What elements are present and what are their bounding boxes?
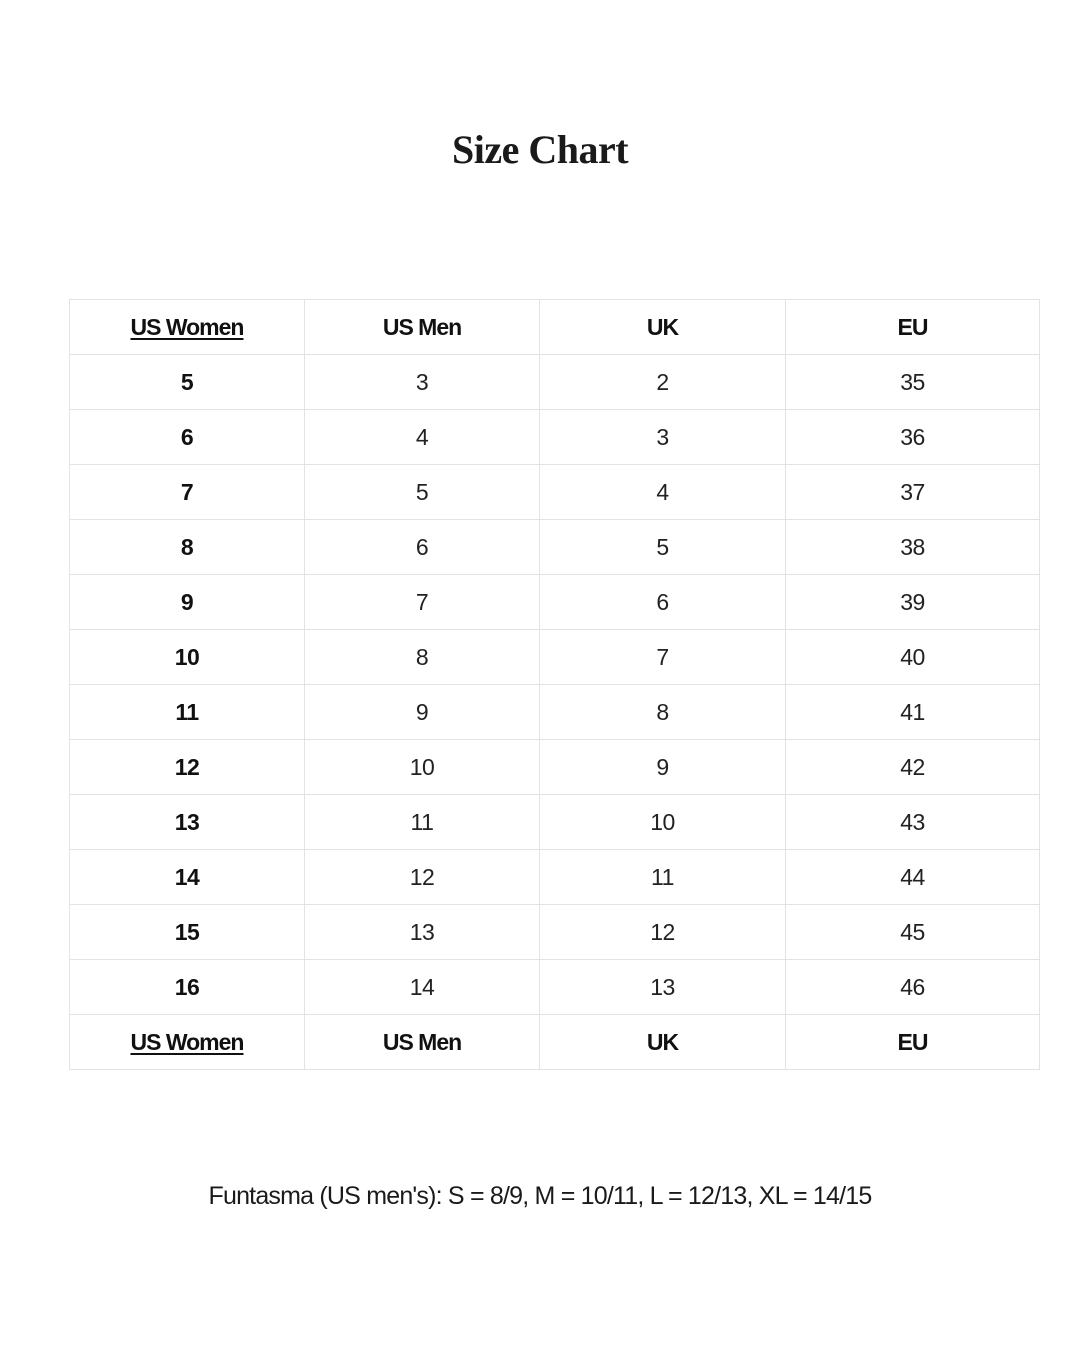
- cell-us-men: 11: [305, 795, 540, 850]
- size-chart-table: [69, 299, 1040, 1070]
- cell-eu: 40: [786, 630, 1040, 685]
- table-row: [70, 465, 1040, 520]
- cell-eu: 37: [786, 465, 1040, 520]
- cell-eu: 42: [786, 740, 1040, 795]
- cell-eu: 45: [786, 905, 1040, 960]
- cell-uk: 13: [540, 960, 786, 1015]
- footer-header-uk: UK: [540, 1015, 786, 1070]
- cell-us-men: 6: [305, 520, 540, 575]
- table-row: [70, 685, 1040, 740]
- cell-uk: 9: [540, 740, 786, 795]
- column-header-us-men: US Men: [305, 300, 540, 355]
- cell-us-women: 6: [70, 410, 305, 465]
- cell-uk: 8: [540, 685, 786, 740]
- cell-us-men: 12: [305, 850, 540, 905]
- footer-header-us-women: US Women: [70, 1015, 305, 1070]
- cell-us-women: 9: [70, 575, 305, 630]
- cell-uk: 6: [540, 575, 786, 630]
- table-row: [70, 850, 1040, 905]
- table-row: [70, 740, 1040, 795]
- cell-us-men: 8: [305, 630, 540, 685]
- table-row: [70, 630, 1040, 685]
- cell-us-men: 5: [305, 465, 540, 520]
- footer-header-eu: EU: [786, 1015, 1040, 1070]
- cell-eu: 38: [786, 520, 1040, 575]
- cell-us-women: 13: [70, 795, 305, 850]
- footer-header-us-men: US Men: [305, 1015, 540, 1070]
- cell-uk: 5: [540, 520, 786, 575]
- cell-eu: 43: [786, 795, 1040, 850]
- table-row: [70, 795, 1040, 850]
- cell-us-men: 4: [305, 410, 540, 465]
- cell-us-men: 13: [305, 905, 540, 960]
- cell-us-women: 5: [70, 355, 305, 410]
- table-row: [70, 960, 1040, 1015]
- cell-us-men: 10: [305, 740, 540, 795]
- column-header-us-women: US Women: [70, 300, 305, 355]
- cell-us-women: 12: [70, 740, 305, 795]
- table-row: [70, 355, 1040, 410]
- cell-eu: 44: [786, 850, 1040, 905]
- table-row: [70, 575, 1040, 630]
- cell-eu: 46: [786, 960, 1040, 1015]
- cell-us-men: 7: [305, 575, 540, 630]
- table-row: [70, 410, 1040, 465]
- cell-us-women: 14: [70, 850, 305, 905]
- cell-uk: 12: [540, 905, 786, 960]
- cell-uk: 2: [540, 355, 786, 410]
- funtasma-size-note: Funtasma (US men's): S = 8/9, M = 10/11, L = 12/13, XL = 14/15: [208, 1182, 872, 1210]
- page-title: Size Chart: [451, 127, 629, 172]
- cell-eu: 35: [786, 355, 1040, 410]
- table-header-row: [70, 300, 1040, 355]
- cell-uk: 3: [540, 410, 786, 465]
- cell-us-men: 3: [305, 355, 540, 410]
- table-row: [70, 520, 1040, 575]
- table-footer-row: [70, 1015, 1040, 1070]
- column-header-uk: UK: [540, 300, 786, 355]
- cell-uk: 11: [540, 850, 786, 905]
- cell-us-women: 7: [70, 465, 305, 520]
- cell-uk: 7: [540, 630, 786, 685]
- cell-eu: 39: [786, 575, 1040, 630]
- cell-us-women: 16: [70, 960, 305, 1015]
- cell-us-men: 9: [305, 685, 540, 740]
- cell-us-women: 15: [70, 905, 305, 960]
- cell-uk: 10: [540, 795, 786, 850]
- cell-eu: 41: [786, 685, 1040, 740]
- cell-us-women: 8: [70, 520, 305, 575]
- cell-us-women: 10: [70, 630, 305, 685]
- cell-us-men: 14: [305, 960, 540, 1015]
- column-header-eu: EU: [786, 300, 1040, 355]
- cell-uk: 4: [540, 465, 786, 520]
- table-row: [70, 905, 1040, 960]
- cell-eu: 36: [786, 410, 1040, 465]
- cell-us-women: 11: [70, 685, 305, 740]
